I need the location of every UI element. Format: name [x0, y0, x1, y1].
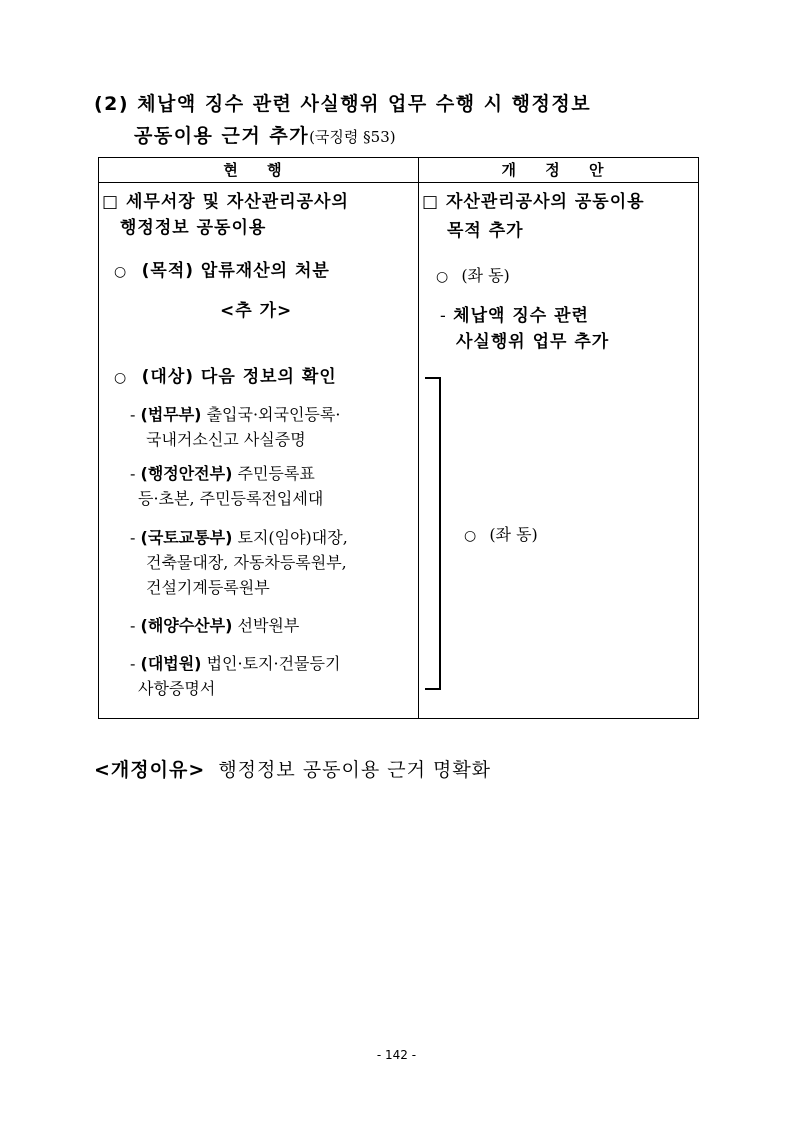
circle-bullet-icon: ○	[436, 269, 449, 285]
item-text-line1: 법인·토지·건물등기	[201, 654, 341, 673]
current-item-land	[130, 525, 420, 600]
item-text-line1: 선박원부	[232, 616, 300, 635]
item-text-line1: 주민등록표	[232, 464, 315, 483]
current-addition-placeholder: <추 가>	[220, 301, 293, 321]
same-as-left-text: (좌 동)	[461, 266, 510, 285]
section-heading	[94, 88, 734, 153]
item-text-line1: 출입국·외국인등록·	[201, 405, 341, 424]
current-item-justice	[130, 402, 420, 452]
addition-line2: 사실행위 업무 추가	[456, 332, 610, 352]
item-text-line1: 토지(임야)대장,	[232, 528, 348, 547]
revised-same-2	[464, 522, 538, 549]
dash: -	[440, 306, 447, 326]
dash: -	[130, 616, 136, 635]
item-text-line2: 건축물대장, 자동차등록원부,	[146, 553, 347, 572]
dash: -	[130, 654, 136, 673]
agency-name: (법무부)	[140, 405, 202, 424]
reason-label: <개정이유>	[94, 759, 206, 781]
header-current: 현 행	[223, 161, 294, 179]
agency-name: (해양수산부)	[140, 616, 233, 635]
bracket-vertical	[439, 377, 441, 689]
dash: -	[130, 464, 136, 483]
agency-name: (대법원)	[140, 654, 202, 673]
heading-line-1: (2) 체납액 징수 관련 사실행위 업무 수행 시 행정정보	[94, 93, 592, 115]
addition-line1: 체납액 징수 관련	[453, 306, 589, 326]
current-purpose	[114, 258, 330, 285]
item-text-line3: 건설기계등록원부	[146, 578, 270, 597]
current-item-ocean	[130, 613, 420, 638]
circle-bullet-icon: ○	[464, 528, 477, 544]
current-target	[114, 364, 337, 391]
item-text-line2: 사항증명서	[138, 679, 216, 698]
circle-bullet-icon: ○	[114, 264, 128, 280]
header-revised: 개 정 안	[501, 161, 616, 179]
item-text-line2: 등·초본, 주민등록전입세대	[138, 489, 324, 508]
revised-title-line1: □ 자산관리공사의 공동이용	[422, 192, 645, 212]
agency-name: (행정안전부)	[140, 464, 233, 483]
current-title-line1: □ 세무서장 및 자산관리공사의	[102, 192, 349, 212]
dash: -	[130, 405, 136, 424]
same-as-left-text: (좌 동)	[489, 525, 538, 544]
heading-line-2-text: 공동이용 근거 추가	[134, 125, 310, 147]
reason-text: 행정정보 공동이용 근거 명확화	[218, 759, 492, 781]
page-number: - 142 -	[376, 1048, 417, 1062]
circle-bullet-icon: ○	[114, 370, 128, 386]
heading-line-2	[94, 120, 734, 153]
bracket-bottom	[425, 688, 441, 690]
revised-same-1	[436, 263, 510, 290]
revised-title-line2: 목적 추가	[447, 221, 524, 241]
current-title-line2: 행정정보 공동이용	[120, 218, 267, 238]
current-item-interior	[130, 461, 420, 511]
current-item-court	[130, 651, 425, 701]
agency-name: (국토교통부)	[140, 528, 233, 547]
amendment-reason	[94, 756, 491, 784]
item-text-line2: 국내거소신고 사실증명	[146, 430, 306, 449]
heading-reference: (국징령 §53)	[309, 128, 396, 146]
current-purpose-label: (목적) 압류재산의 처분	[141, 261, 330, 281]
bracket-top	[425, 377, 439, 379]
current-target-label: (대상) 다음 정보의 확인	[141, 367, 337, 387]
dash: -	[130, 528, 136, 547]
revised-addition	[440, 303, 609, 355]
